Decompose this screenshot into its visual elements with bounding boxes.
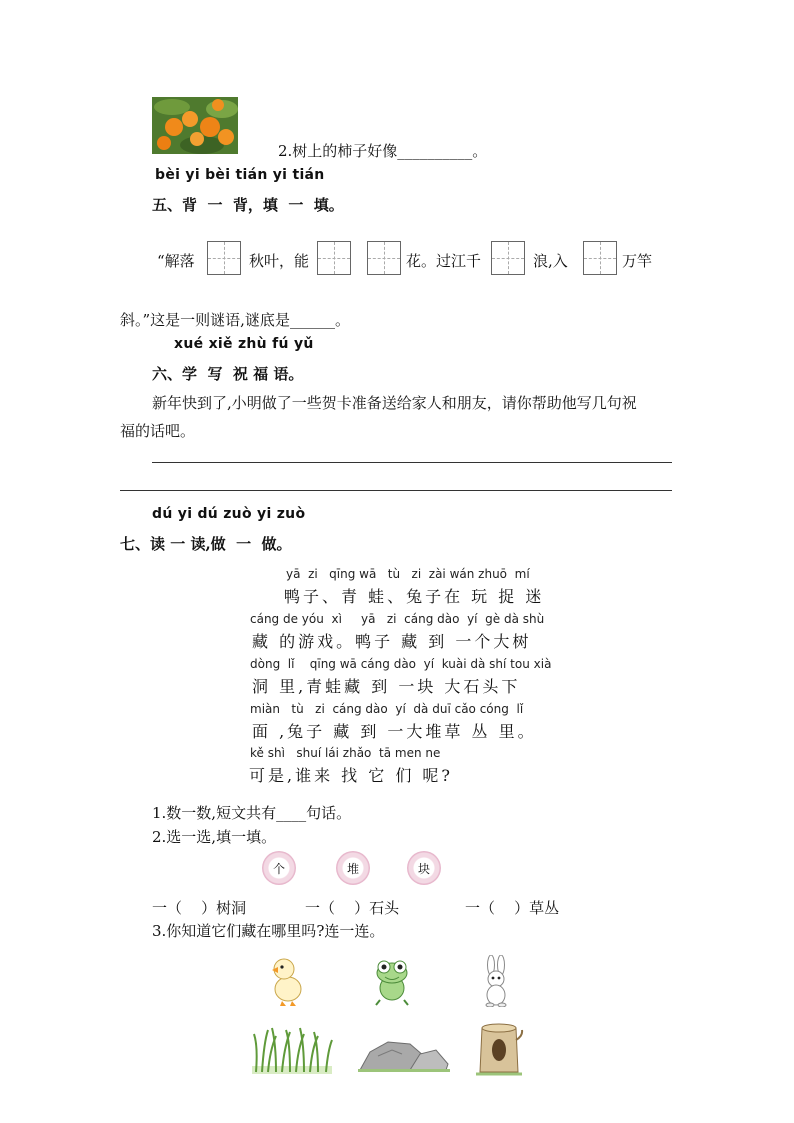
blank-grass[interactable]: 一（ ）草丛 — [465, 899, 560, 917]
option-dui[interactable]: 堆 — [336, 851, 370, 885]
frog-icon[interactable] — [373, 958, 411, 1006]
riddle-box-4[interactable] — [491, 241, 525, 275]
section6-heading: 六、学 写 祝 福 语。 — [152, 365, 304, 383]
tree-stump-icon[interactable] — [474, 1022, 524, 1076]
option-ge[interactable]: 个 — [262, 851, 296, 885]
riddle-box-3[interactable] — [367, 241, 401, 275]
persimmon-photo — [152, 97, 238, 154]
section7-heading: 七、读 一 读,做 一 做。 — [120, 535, 292, 553]
passage-pinyin-2: cáng de yóu xì yā zi cáng dào yí gè dà shù — [250, 612, 545, 626]
blank-stone[interactable]: 一（ ）石头 — [305, 899, 400, 917]
section5-heading: 五、背 一 背，填 一 填。 — [152, 196, 344, 214]
riddle-part-4: 浪,入 — [533, 252, 568, 270]
duck-icon[interactable] — [268, 955, 306, 1007]
rabbit-icon[interactable] — [480, 955, 512, 1007]
section7-pinyin: dú yi dú zuò yi zuò — [152, 506, 306, 522]
section6-pinyin: xué xiě zhù fú yǔ — [174, 336, 314, 352]
riddle-box-1[interactable] — [207, 241, 241, 275]
passage-pinyin-3: dòng lǐ qīng wā cáng dào yí kuài dà shí tou xià — [250, 657, 552, 671]
section7-q3: 3.你知道它们藏在哪里吗?连一连。 — [152, 922, 385, 940]
section7-q1: 1.数一数,短文共有____句话。 — [152, 804, 352, 822]
riddle-box-2[interactable] — [317, 241, 351, 275]
section5-pinyin: bèi yi bèi tián yi tián — [155, 167, 325, 183]
riddle-part-3: 花。过江千 — [406, 252, 482, 270]
riddle-box-5[interactable] — [583, 241, 617, 275]
passage-text-2: 藏 的游戏。鸭子 藏 到 一个大树 — [252, 632, 532, 651]
riddle-part-1: “解落 — [157, 252, 195, 270]
rock-icon[interactable] — [358, 1036, 450, 1072]
option-kuai[interactable]: 块 — [407, 851, 441, 885]
section7-q2: 2.选一选,填一填。 — [152, 828, 277, 846]
passage-pinyin-4: miàn tù zi cáng dào yí dà duī cǎo cóng lǐ — [250, 702, 524, 716]
passage-text-4: 面 ,兔子 藏 到 一大堆草 丛 里。 — [252, 722, 537, 741]
riddle-line-2: 斜。”这是一则谜语,谜底是______。 — [120, 311, 350, 329]
riddle-part-2: 秋叶，能 — [249, 252, 310, 270]
section6-text-1: 新年快到了,小明做了一些贺卡准备送给家人和朋友，请你帮助他写几句祝 — [152, 394, 637, 412]
blank-tree-hole[interactable]: 一（ ）树洞 — [152, 899, 247, 917]
section6-text-2: 福的话吧。 — [120, 422, 196, 440]
passage-text-3: 洞 里,青蛙藏 到 一块 大石头下 — [252, 677, 521, 696]
riddle-part-5: 万竿 — [622, 252, 653, 270]
answer-line-2[interactable] — [120, 490, 672, 491]
passage-text-5: 可是,谁来 找 它 们 呢? — [249, 766, 454, 785]
passage-text-1: 鸭子、青 蛙、兔子在 玩 捉 迷 — [284, 587, 545, 606]
passage-pinyin-5: kě shì shuí lái zhǎo tā men ne — [250, 746, 441, 760]
grass-icon[interactable] — [250, 1026, 334, 1074]
question-2-sentence: 2.树上的柿子好像__________。 — [278, 142, 488, 160]
passage-pinyin-1: yā zi qīng wā tù zi zài wán zhuō mí — [286, 567, 530, 581]
answer-line-1[interactable] — [152, 462, 672, 463]
